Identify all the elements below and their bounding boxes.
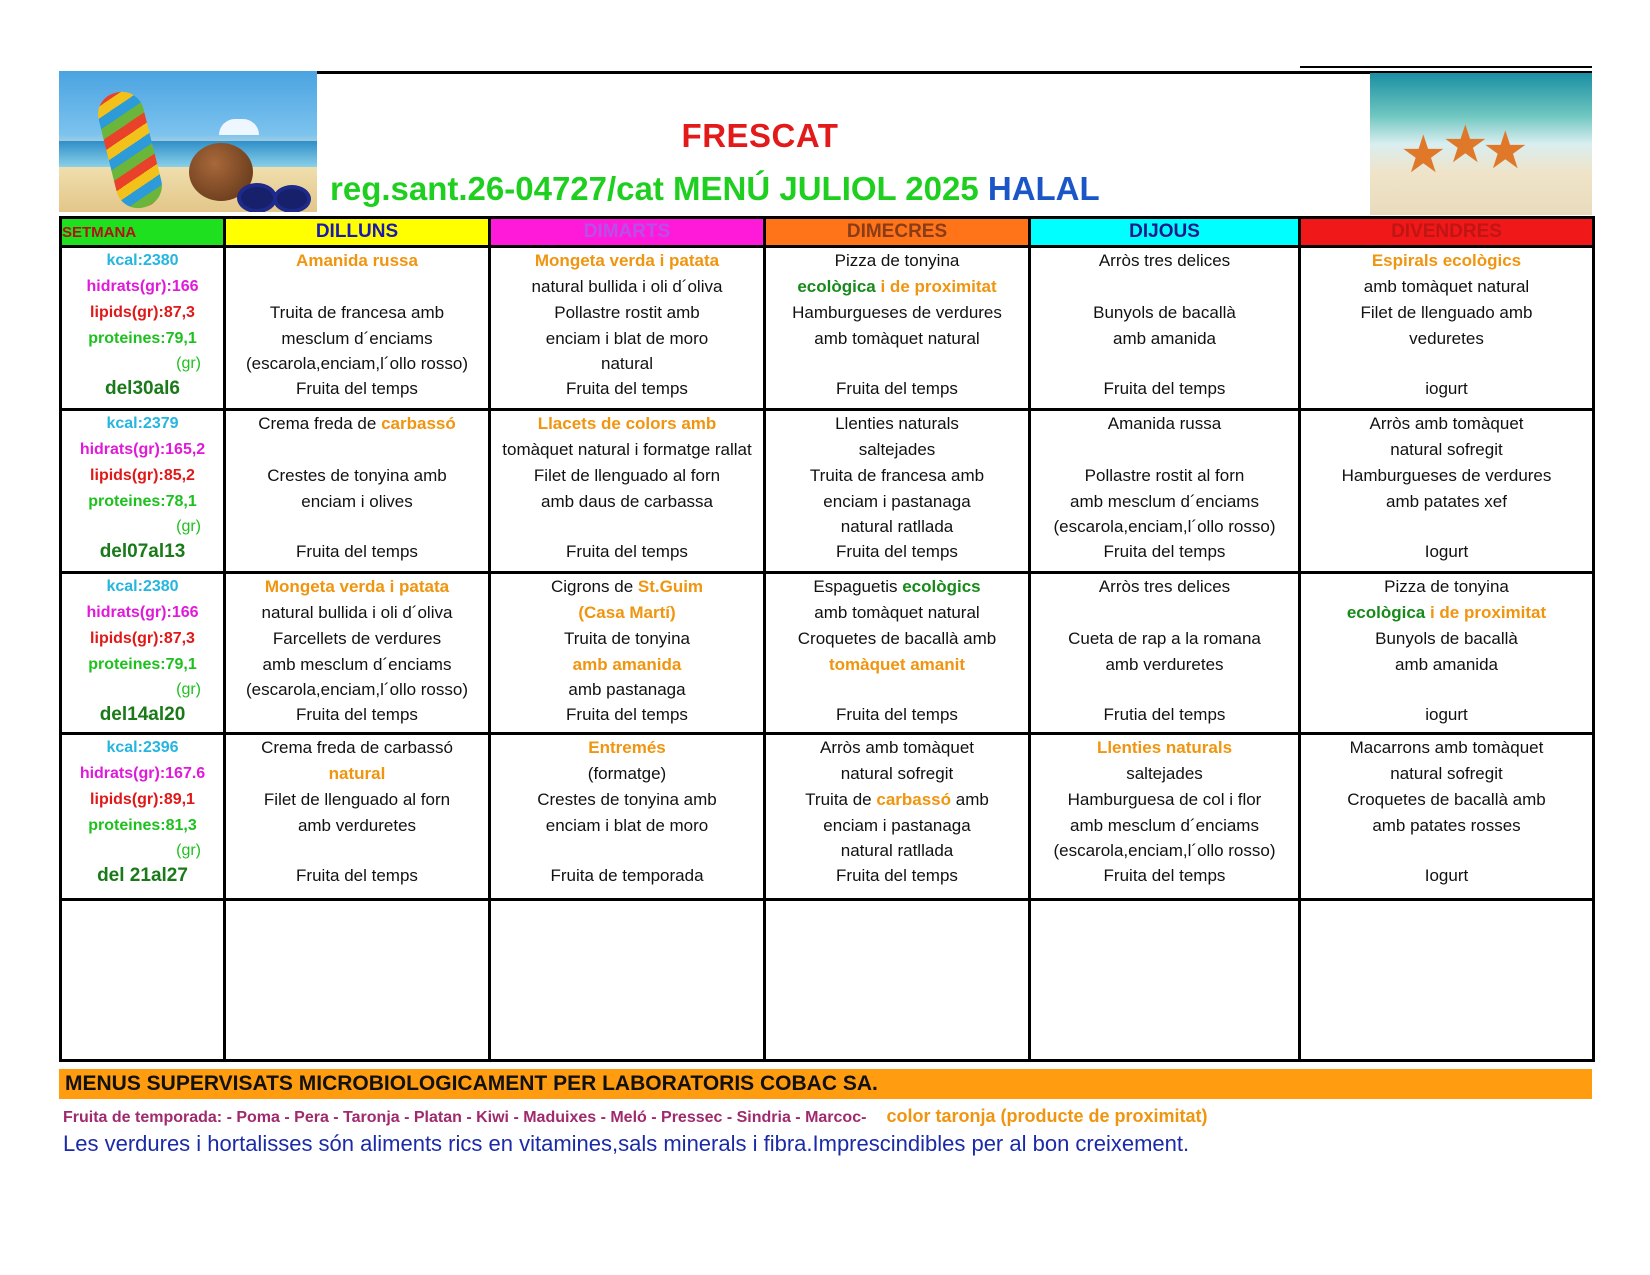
supervision-banner: MENUS SUPERVISATS MICROBIOLOGICAMENT PER LABORATORIS COBAC SA. bbox=[59, 1069, 1592, 1099]
protein-value: proteines:79,1 bbox=[88, 330, 197, 347]
dish-line: Arròs amb tomàquet bbox=[1369, 414, 1524, 433]
dish-line: mesclum d´enciams bbox=[281, 329, 433, 348]
dish-line: Mongeta verda i patata bbox=[534, 251, 720, 270]
dish-line: Crema freda de carbassó bbox=[261, 738, 453, 757]
dish-line: Croquetes de bacallà amb bbox=[1347, 790, 1546, 809]
kcal-value: kcal:2379 bbox=[106, 415, 179, 432]
dish-line: Crestes de tonyina amb bbox=[537, 790, 717, 809]
dish-line: amb pastanaga bbox=[568, 680, 686, 699]
kcal-value: kcal:2396 bbox=[106, 739, 179, 756]
dish-line: (escarola,enciam,l´ollo rosso) bbox=[1053, 841, 1276, 860]
local-label: carbassó bbox=[876, 790, 952, 809]
local-label: carbassó bbox=[381, 414, 456, 433]
dish-line: natural sofregit bbox=[1390, 440, 1503, 459]
local-label: i de proximitat bbox=[1425, 603, 1547, 622]
protein-value: proteines:81,3 bbox=[88, 817, 197, 834]
dish-line: amb amanida bbox=[1112, 329, 1216, 348]
menu-cell-tuesday bbox=[490, 410, 765, 573]
dessert-line: Fruita del temps bbox=[836, 866, 958, 885]
dish-line: Arròs tres delices bbox=[1098, 251, 1231, 270]
dish-line: Amanida russa bbox=[1107, 414, 1222, 433]
menu-cell-wednesday bbox=[765, 410, 1030, 573]
menu-cell-thursday bbox=[1030, 573, 1300, 734]
dish-line: Bunyols de bacallà bbox=[1093, 303, 1236, 322]
dish-line bbox=[491, 574, 763, 600]
menu-subtitle-main: reg.sant.26-04727/cat MENÚ JULIOL 2025 bbox=[330, 170, 988, 207]
color-legend: color taronja (producte de proximitat) bbox=[886, 1106, 1208, 1126]
dish-line: saltejades bbox=[858, 440, 936, 459]
kcal-value: kcal:2380 bbox=[106, 578, 179, 595]
dish-line bbox=[1031, 274, 1298, 300]
dessert-line: Fruita del temps bbox=[836, 705, 958, 724]
empty-week-row bbox=[61, 900, 1594, 1061]
protein-unit: (gr) bbox=[176, 518, 201, 535]
dish-line: Cueta de rap a la romana bbox=[1068, 629, 1261, 648]
menu-table bbox=[59, 216, 1595, 1062]
dish-line: amb verduretes bbox=[297, 816, 417, 835]
col-header-tuesday: DIMARTS bbox=[490, 218, 765, 247]
dish-line: amb tomàquet natural bbox=[814, 603, 980, 622]
dessert-line: Fruita del temps bbox=[836, 542, 958, 561]
menu-cell-wednesday bbox=[765, 573, 1030, 734]
kcal-value: kcal:2380 bbox=[106, 252, 179, 269]
dessert-line: Frutia del temps bbox=[1103, 705, 1226, 724]
dish-line: (formatge) bbox=[587, 764, 667, 783]
dish-line: Bunyols de bacallà bbox=[1375, 629, 1518, 648]
dish-line: Filet de llenguado al forn bbox=[533, 466, 721, 485]
dish-line bbox=[1031, 437, 1298, 463]
dessert-line: iogurt bbox=[1425, 705, 1468, 724]
dish-line: amb mesclum d´enciams bbox=[1070, 816, 1259, 835]
dish-line: Llenties naturals bbox=[1096, 738, 1233, 757]
dish-line: enciam i olives bbox=[301, 492, 413, 511]
dish-line: Entremés bbox=[588, 738, 666, 757]
dish-line: tomàquet natural i formatge rallat bbox=[502, 440, 752, 459]
header-row bbox=[61, 218, 1594, 247]
dish-line: Mongeta verda i patata bbox=[264, 577, 450, 596]
dish-line: natural ratllada bbox=[840, 841, 954, 860]
dish-line bbox=[226, 437, 488, 463]
dessert-line: Fruita del temps bbox=[566, 379, 688, 398]
dish-line bbox=[491, 515, 763, 539]
menu-subtitle-halal: HALAL bbox=[987, 170, 1100, 207]
dish-line: Filet de llenguado amb bbox=[1360, 303, 1533, 322]
dish-line: amb amanida bbox=[572, 655, 682, 674]
dish-line: Hamburgueses de verdures bbox=[1341, 466, 1552, 485]
dish-line bbox=[1301, 352, 1592, 376]
dish-line: (escarola,enciam,l´ollo rosso) bbox=[1053, 517, 1276, 536]
protein-unit: (gr) bbox=[176, 355, 201, 372]
dish-line: enciam i blat de moro bbox=[545, 329, 709, 348]
dish-line: Llacets de colors amb bbox=[537, 414, 717, 433]
dish-line bbox=[1301, 515, 1592, 539]
dish-line: Filet de llenguado al forn bbox=[263, 790, 451, 809]
dish-line bbox=[766, 574, 1028, 600]
dish-line: Pollastre rostit amb bbox=[554, 303, 700, 322]
dish-line bbox=[226, 411, 488, 437]
menu-cell-wednesday bbox=[765, 247, 1030, 410]
empty-cell bbox=[765, 900, 1030, 1061]
dish-line bbox=[1031, 352, 1298, 376]
dish-line: amb tomàquet natural bbox=[814, 329, 980, 348]
dish-line: natural bullida i oli d´oliva bbox=[261, 603, 453, 622]
dish-line: Croquetes de bacallà amb bbox=[797, 629, 997, 648]
menu-cell-monday bbox=[225, 247, 490, 410]
dish-text: Espaguetis bbox=[813, 577, 903, 596]
top-right-rule bbox=[1300, 66, 1592, 68]
week-row-3 bbox=[61, 573, 1594, 734]
local-label: St.Guim bbox=[637, 577, 704, 596]
protein-value: proteines:78,1 bbox=[88, 493, 197, 510]
dessert-line: Fruita del temps bbox=[566, 542, 688, 561]
dish-text: Cigrons de bbox=[550, 577, 638, 596]
lipids-value: lipids(gr):87,3 bbox=[90, 304, 195, 321]
dessert-line: Fruita del temps bbox=[296, 705, 418, 724]
dish-line bbox=[1301, 839, 1592, 863]
week-dates: del 21al27 bbox=[97, 865, 188, 886]
dish-line: (escarola,enciam,l´ollo rosso) bbox=[245, 680, 469, 699]
dish-line: natural sofregit bbox=[1390, 764, 1503, 783]
dish-line: Truita de francesa amb bbox=[269, 303, 445, 322]
nutrition-note: Les verdures i hortalisses són aliments rics en vitamines,sals minerals i fibra.Imprescindibles per al bon creixement. bbox=[63, 1131, 1190, 1156]
menu-cell-thursday bbox=[1030, 734, 1300, 900]
week-dates: del30al6 bbox=[105, 378, 180, 399]
dish-line: Arròs amb tomàquet bbox=[819, 738, 974, 757]
organic-label: ecològics bbox=[902, 577, 981, 596]
empty-cell bbox=[1300, 900, 1594, 1061]
week-nutrition bbox=[61, 734, 225, 900]
dish-line bbox=[1031, 600, 1298, 626]
dish-line: enciam i blat de moro bbox=[545, 816, 709, 835]
week-row-2 bbox=[61, 410, 1594, 573]
dish-line: Crestes de tonyina amb bbox=[267, 466, 447, 485]
dish-line bbox=[766, 274, 1028, 300]
menu-cell-monday bbox=[225, 734, 490, 900]
dish-line: (escarola,enciam,l´ollo rosso) bbox=[245, 354, 469, 373]
menu-cell-friday bbox=[1300, 247, 1594, 410]
dessert-line: Fruita del temps bbox=[1103, 866, 1226, 885]
week-row-1 bbox=[61, 247, 1594, 410]
dish-line bbox=[1301, 678, 1592, 702]
col-header-thursday: DIJOUS bbox=[1030, 218, 1300, 247]
week-nutrition bbox=[61, 410, 225, 573]
dish-line: saltejades bbox=[1126, 764, 1203, 783]
carbs-value: hidrats(gr):167.6 bbox=[79, 765, 206, 782]
dish-line: amb mesclum d´enciams bbox=[1070, 492, 1259, 511]
menu-subtitle bbox=[330, 170, 1100, 208]
menu-cell-thursday bbox=[1030, 247, 1300, 410]
dish-line: veduretes bbox=[1409, 329, 1484, 348]
dish-line: amb mesclum d´enciams bbox=[262, 655, 452, 674]
dish-line: Espirals ecològics bbox=[1371, 251, 1522, 270]
protein-unit: (gr) bbox=[176, 842, 201, 859]
menu-cell-friday bbox=[1300, 734, 1594, 900]
lipids-value: lipids(gr):87,3 bbox=[90, 630, 195, 647]
dish-line: (Casa Martí) bbox=[578, 603, 676, 622]
menu-cell-tuesday bbox=[490, 734, 765, 900]
dish-line: amb patates xef bbox=[1386, 492, 1507, 511]
dish-line: amb tomàquet natural bbox=[1363, 277, 1530, 296]
dessert-line: Iogurt bbox=[1424, 542, 1469, 561]
dish-line: amb patates rosses bbox=[1372, 816, 1521, 835]
dish-line bbox=[1301, 600, 1592, 626]
dish-line: natural bbox=[601, 354, 653, 373]
dish-line: Macarrons amb tomàquet bbox=[1349, 738, 1544, 757]
menu-cell-friday bbox=[1300, 573, 1594, 734]
dish-line bbox=[1031, 678, 1298, 702]
dish-line: tomàquet amanit bbox=[828, 655, 966, 674]
dish-line: Arròs tres delices bbox=[1098, 577, 1231, 596]
organic-label: ecològica bbox=[797, 277, 876, 296]
week-dates: del14al20 bbox=[99, 704, 186, 725]
week-nutrition bbox=[61, 573, 225, 734]
dish-text: Truita de bbox=[805, 790, 877, 809]
week-nutrition bbox=[61, 247, 225, 410]
protein-value: proteines:79,1 bbox=[88, 656, 197, 673]
seasonal-fruits: Fruita de temporada: - Poma - Pera - Taronja - Platan - Kiwi - Maduixes - Meló - Pressec - Sindria - Marcoc- bbox=[63, 1109, 867, 1126]
starfish-beach-image: ★ ★ ★ bbox=[1370, 73, 1592, 215]
dish-line: Hamburguesa de col i flor bbox=[1067, 790, 1262, 809]
col-header-week: SETMANA bbox=[61, 218, 225, 247]
empty-cell bbox=[1030, 900, 1300, 1061]
dish-line bbox=[226, 839, 488, 863]
dish-line: Llenties naturals bbox=[835, 414, 959, 433]
page-title: FRESCAT bbox=[681, 117, 839, 154]
dish-line: natural ratllada bbox=[840, 517, 954, 536]
week-dates: del07al13 bbox=[99, 541, 186, 562]
col-header-monday: DILLUNS bbox=[225, 218, 490, 247]
dessert-line: Fruita del temps bbox=[1103, 379, 1226, 398]
dish-line: Truita de francesa amb bbox=[809, 466, 985, 485]
dish-line: Pollastre rostit al forn bbox=[1084, 466, 1245, 485]
menu-cell-thursday bbox=[1030, 410, 1300, 573]
empty-cell bbox=[61, 900, 225, 1061]
dish-line: Farcellets de verdures bbox=[272, 629, 442, 648]
dessert-line: Fruita del temps bbox=[836, 379, 958, 398]
dish-line: Pizza de tonyina bbox=[1384, 577, 1509, 596]
beach-flipflops-image bbox=[59, 71, 317, 212]
col-header-wednesday: DIMECRES bbox=[765, 218, 1030, 247]
dish-line: Hamburgueses de verdures bbox=[792, 303, 1002, 322]
dish-line: Truita de tonyina bbox=[564, 629, 690, 648]
menu-cell-monday bbox=[225, 573, 490, 734]
dish-line: natural sofregit bbox=[840, 764, 954, 783]
dessert-line: Fruita del temps bbox=[296, 866, 418, 885]
dish-line bbox=[226, 274, 488, 300]
dish-text: amb bbox=[951, 790, 989, 809]
local-label: i de proximitat bbox=[880, 277, 997, 296]
week-row-4 bbox=[61, 734, 1594, 900]
dish-line: Pizza de tonyina bbox=[834, 251, 960, 270]
dish-line bbox=[766, 352, 1028, 376]
dessert-line: Fruita del temps bbox=[1103, 542, 1226, 561]
carbs-value: hidrats(gr):166 bbox=[86, 278, 199, 295]
dish-line bbox=[766, 678, 1028, 702]
dish-text: Crema freda de bbox=[258, 414, 382, 433]
dish-line bbox=[491, 839, 763, 863]
dessert-line: Fruita del temps bbox=[296, 542, 418, 561]
menu-cell-tuesday bbox=[490, 573, 765, 734]
dish-line: natural bullida i oli d´oliva bbox=[531, 277, 723, 296]
col-header-friday: DIVENDRES bbox=[1300, 218, 1594, 247]
dish-line: natural bbox=[328, 764, 386, 783]
menu-cell-friday bbox=[1300, 410, 1594, 573]
dish-line: enciam i pastanaga bbox=[823, 492, 971, 511]
organic-label: ecològica bbox=[1346, 603, 1426, 622]
menu-cell-tuesday bbox=[490, 247, 765, 410]
lipids-value: lipids(gr):89,1 bbox=[90, 791, 195, 808]
lipids-value: lipids(gr):85,2 bbox=[90, 467, 195, 484]
dessert-line: Fruita de temporada bbox=[550, 866, 704, 885]
dish-line: enciam i pastanaga bbox=[823, 816, 971, 835]
dish-line: amb daus de carbassa bbox=[541, 492, 713, 511]
protein-unit: (gr) bbox=[176, 681, 201, 698]
seasonal-fruits-line bbox=[63, 1106, 1207, 1127]
menu-cell-wednesday bbox=[765, 734, 1030, 900]
carbs-value: hidrats(gr):166 bbox=[86, 604, 199, 621]
dessert-line: Fruita del temps bbox=[566, 705, 688, 724]
dish-line bbox=[766, 787, 1028, 813]
carbs-value: hidrats(gr):165,2 bbox=[79, 441, 206, 458]
dish-line: Amanida russa bbox=[296, 251, 418, 270]
dish-line: amb verduretes bbox=[1105, 655, 1224, 674]
menu-cell-monday bbox=[225, 410, 490, 573]
empty-cell bbox=[225, 900, 490, 1061]
dessert-line: iogurt bbox=[1425, 379, 1468, 398]
dish-line: amb amanida bbox=[1394, 655, 1498, 674]
dessert-line: Iogurt bbox=[1424, 866, 1469, 885]
empty-cell bbox=[490, 900, 765, 1061]
dish-line bbox=[226, 515, 488, 539]
dessert-line: Fruita del temps bbox=[296, 379, 418, 398]
